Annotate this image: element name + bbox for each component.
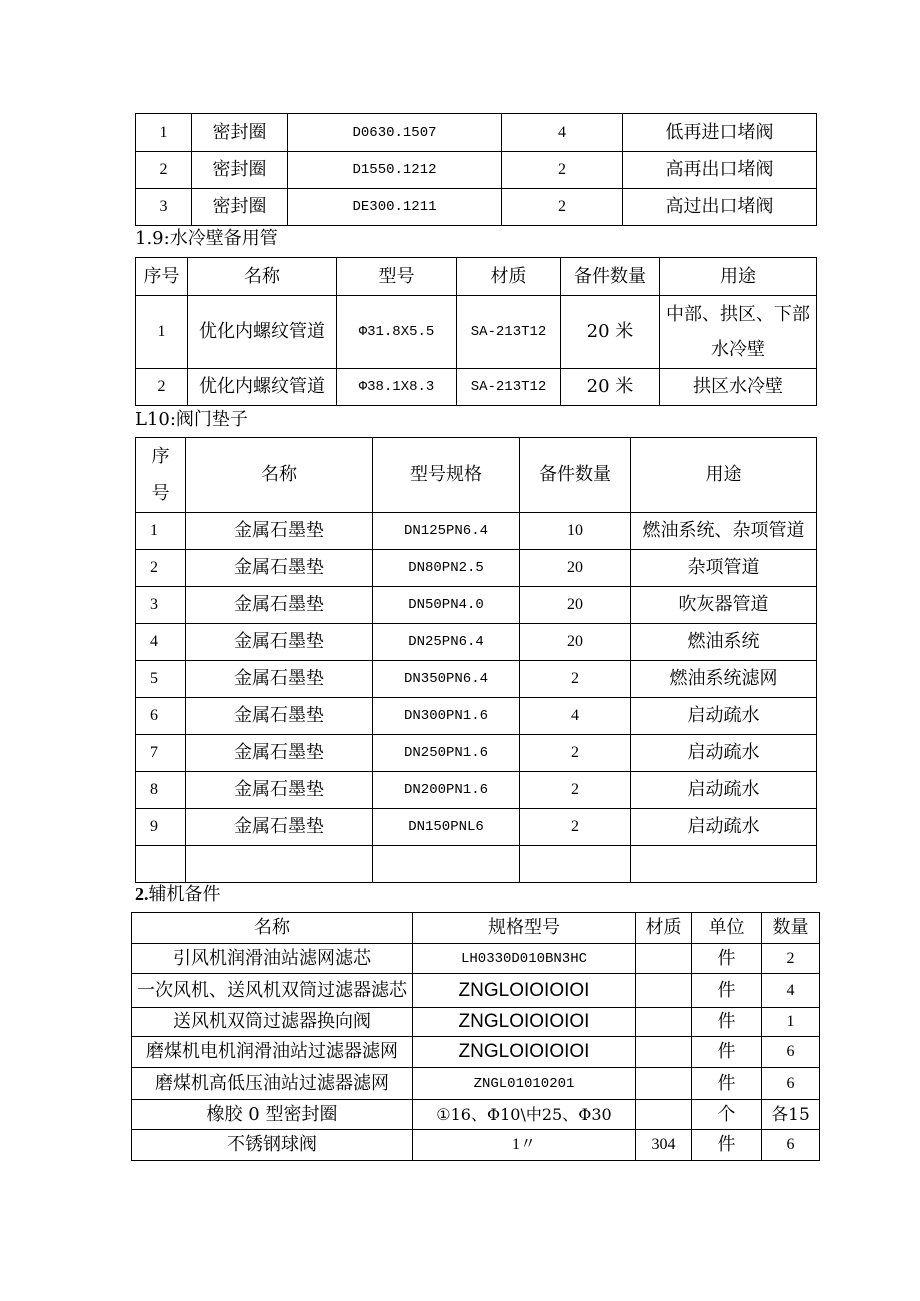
cell-unit: 件 [692,1068,762,1100]
table-row [136,735,817,772]
cell-quantity: 1 [762,1008,820,1037]
header-material: 材质 [457,258,561,296]
cell-material [636,1100,692,1130]
cell-material [636,974,692,1008]
cell-quantity: 2 [520,772,631,809]
table-row-empty [136,846,817,883]
cell-index: 1 [136,513,186,550]
cell-index: 2 [136,550,186,587]
cell-index: 2 [136,369,188,406]
cell-use: 低再进口堵阀 [623,114,817,152]
table-header-row [132,913,820,944]
table-row [132,1037,820,1068]
section-title: 辅机备件 [148,884,221,905]
cell-use: 燃油系统滤网 [631,661,817,698]
cell-index: 1 [136,114,192,152]
valve-gasket-table [135,437,817,883]
cell-use: 启动疏水 [631,698,817,735]
cell-empty [136,846,186,883]
header-index: 序号 [136,258,188,296]
cell-name: 磨煤机高低压油站过滤器滤网 [132,1068,413,1100]
cell-empty [373,846,520,883]
cell-name: 密封圈 [192,114,288,152]
cell-model: DE300.1211 [288,189,502,226]
cell-empty [520,846,631,883]
table-row [132,974,820,1008]
cell-quantity: 各15 [762,1100,820,1130]
cell-use: 中部、拱区、下部水冷壁 [660,296,817,369]
cell-name: 橡胶 0 型密封圈 [132,1100,413,1130]
cell-name: 金属石墨垫 [186,513,373,550]
cell-index: 3 [136,189,192,226]
cell-quantity: 20 [520,550,631,587]
table-row [136,189,817,226]
cell-quantity: 2 [762,944,820,974]
header-spec: 规格型号 [413,913,636,944]
cell-index: 5 [136,661,186,698]
header-index [136,438,186,513]
cell-quantity: 4 [520,698,631,735]
cell-index: 3 [136,587,186,624]
table-row [132,1130,820,1161]
cell-name: 优化内螺纹管道 [188,369,337,406]
cell-quantity: 6 [762,1068,820,1100]
cell-index: 6 [136,698,186,735]
cell-use: 杂项管道 [631,550,817,587]
section-heading-water-wall: 1.9:水冷壁备用管 [135,228,278,249]
cell-quantity: 2 [502,189,623,226]
cell-spec: DN200PN1.6 [373,772,520,809]
cell-spec: ZNGLOIOIOIOI [413,974,636,1008]
cell-index: 1 [136,296,188,369]
cell-quantity: 6 [762,1130,820,1161]
cell-spec: ZNGLOIOIOIOI [413,1008,636,1037]
header-spec: 型号规格 [373,438,520,513]
cell-quantity: 4 [762,974,820,1008]
table-row [132,1100,820,1130]
cell-model: Φ31.8X5.5 [337,296,457,369]
table-row [132,1008,820,1037]
header-name: 名称 [186,438,373,513]
header-use: 用途 [660,258,817,296]
table-row [136,698,817,735]
cell-name: 金属石墨垫 [186,661,373,698]
table-row [132,944,820,974]
cell-spec: DN50PN4.0 [373,587,520,624]
cell-material: SA-213T12 [457,296,561,369]
header-quantity: 备件数量 [561,258,660,296]
cell-name: 送风机双筒过滤器换向阀 [132,1008,413,1037]
cell-quantity: 2 [520,735,631,772]
cell-quantity: 10 [520,513,631,550]
cell-empty [631,846,817,883]
cell-quantity: 2 [502,152,623,189]
header-quantity: 数量 [762,913,820,944]
cell-unit: 个 [692,1100,762,1130]
cell-unit: 件 [692,1008,762,1037]
table-row [136,296,817,369]
cell-use: 启动疏水 [631,809,817,846]
cell-material [636,1008,692,1037]
header-name: 名称 [132,913,413,944]
cell-name: 引风机润滑油站滤网滤芯 [132,944,413,974]
cell-use: 启动疏水 [631,772,817,809]
cell-use: 燃油系统 [631,624,817,661]
table-row [136,587,817,624]
cell-index: 4 [136,624,186,661]
cell-quantity: 20 米 [561,369,660,406]
cell-name: 金属石墨垫 [186,550,373,587]
cell-spec: DN150PNL6 [373,809,520,846]
cell-quantity: 2 [520,809,631,846]
header-material: 材质 [636,913,692,944]
cell-use: 吹灰器管道 [631,587,817,624]
cell-name: 金属石墨垫 [186,587,373,624]
table-row [136,369,817,406]
cell-name: 金属石墨垫 [186,809,373,846]
cell-name: 密封圈 [192,152,288,189]
header-index-label: 序号 [151,446,170,504]
cell-use: 启动疏水 [631,735,817,772]
cell-name: 优化内螺纹管道 [188,296,337,369]
cell-spec: LH0330D010BN3HC [413,944,636,974]
cell-material [636,944,692,974]
table-row [136,152,817,189]
cell-quantity: 20 米 [561,296,660,369]
cell-use: 高再出口堵阀 [623,152,817,189]
cell-spec: DN125PN6.4 [373,513,520,550]
section-heading-valve-gaskets: L10:阀门垫子 [135,409,248,430]
cell-material: SA-213T12 [457,369,561,406]
cell-model: D0630.1507 [288,114,502,152]
cell-material [636,1068,692,1100]
cell-quantity: 4 [502,114,623,152]
section-heading-aux-parts [135,883,221,906]
cell-name: 磨煤机电机润滑油站过滤器滤网 [132,1037,413,1068]
cell-unit: 件 [692,944,762,974]
cell-name: 金属石墨垫 [186,698,373,735]
cell-model: Φ38.1X8.3 [337,369,457,406]
table-row [136,624,817,661]
header-model: 型号 [337,258,457,296]
cell-use: 燃油系统、杂项管道 [631,513,817,550]
cell-index: 7 [136,735,186,772]
cell-material: 304 [636,1130,692,1161]
table-row [136,513,817,550]
table-row [132,1068,820,1100]
cell-spec: DN25PN6.4 [373,624,520,661]
cell-name: 金属石墨垫 [186,772,373,809]
table-row [136,114,817,152]
cell-name: 一次风机、送风机双筒过滤器滤芯 [132,974,413,1008]
cell-spec: DN250PN1.6 [373,735,520,772]
section-number: 2. [135,884,149,904]
cell-spec: DN80PN2.5 [373,550,520,587]
cell-empty [186,846,373,883]
cell-use: 拱区水冷壁 [660,369,817,406]
cell-spec: DN300PN1.6 [373,698,520,735]
table-row [136,809,817,846]
cell-name: 密封圈 [192,189,288,226]
cell-quantity: 2 [520,661,631,698]
cell-spec: ZNGL01010201 [413,1068,636,1100]
cell-quantity: 6 [762,1037,820,1068]
cell-spec: DN350PN6.4 [373,661,520,698]
cell-unit: 件 [692,974,762,1008]
cell-quantity: 20 [520,587,631,624]
cell-index: 8 [136,772,186,809]
cell-name: 不锈钢球阀 [132,1130,413,1161]
cell-name: 金属石墨垫 [186,624,373,661]
cell-name: 金属石墨垫 [186,735,373,772]
cell-spec: 1〃 [413,1130,636,1161]
aux-parts-table [131,912,820,1161]
header-unit: 单位 [692,913,762,944]
cell-use: 高过出口堵阀 [623,189,817,226]
table-row [136,772,817,809]
cell-model: D1550.1212 [288,152,502,189]
cell-quantity: 20 [520,624,631,661]
cell-material [636,1037,692,1068]
header-name: 名称 [188,258,337,296]
table-row [136,661,817,698]
seal-ring-table [135,113,817,226]
cell-spec: ①16、Φ10\中25、Φ30 [413,1100,636,1130]
cell-unit: 件 [692,1130,762,1161]
table-header-row [136,258,817,296]
cell-spec: ZNGLOIOIOIOI [413,1037,636,1068]
header-use: 用途 [631,438,817,513]
water-wall-table [135,257,817,406]
table-row [136,550,817,587]
header-quantity: 备件数量 [520,438,631,513]
cell-index: 9 [136,809,186,846]
table-header-row [136,438,817,513]
cell-index: 2 [136,152,192,189]
cell-unit: 件 [692,1037,762,1068]
